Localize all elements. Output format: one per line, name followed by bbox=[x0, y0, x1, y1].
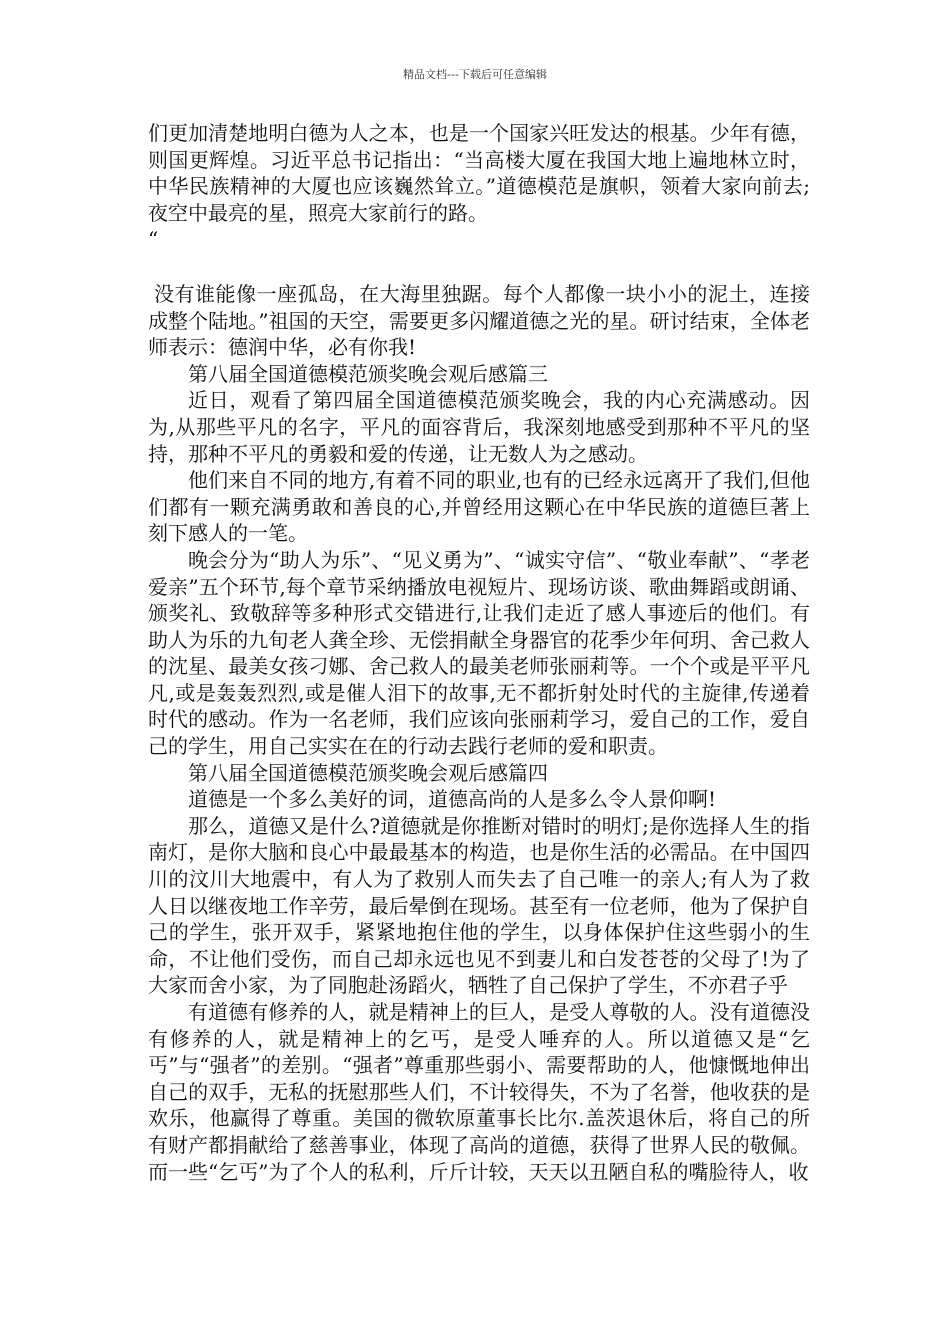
paragraph-island: 没有谁能像一座孤岛，在大海里独踞。每个人都像一块小小的泥土，连接成整个陆地。”祖国的天空，需要更多闪耀道德之光的星。研讨结束，全体老师表示：德润中华，必有你我! bbox=[148, 281, 810, 360]
paragraph-quote-mark: “ bbox=[148, 227, 159, 252]
page-header: 精品文档---下载后可任意编辑 bbox=[403, 68, 547, 81]
section-heading-part-four: 第八届全国道德模范颁奖晚会观后感篇四 bbox=[188, 760, 548, 785]
paragraph: 有道德有修养的人，就是精神上的巨人，是受人尊敬的人。没有道德没有修养的人，就是精神上的乞丐，是受人唾弃的人。所以道德又是“乞丐”与“强者”的差别。“强者”尊重那些弱小、需要帮助的人，他慷慨地伸出自己的双手，无私的抚慰那些人们，不计较得失，不为了名誉，他收获的是欢乐，他赢得了尊重。美国的微软原董事长比尔.盖茨退休后，将自己的所有财产都捐献给了慈善事业，体现了高尚的道德，获得了世界人民的敬佩。而一些“乞丐”为了个人的私利，斤斤计较，天天以丑陋自私的嘴脸待人，收 bbox=[148, 1000, 810, 1184]
blank-line bbox=[148, 253, 810, 281]
paragraph: 晚会分为“助人为乐”、“见义勇为”、“诚实守信”、“敬业奉献”、“孝老爱亲”五个环节,每个章节采纳播放电视短片、现场访谈、歌曲舞蹈或朗诵、颁奖礼、致敬辞等多种形式交错进行,让我们走近了感人事迹后的他们。有助人为乐的九旬老人龚全珍、无偿捐献全身器官的花季少年何玥、舍己救人的沈星、最美女孩刁娜、舍己救人的最美老师张丽莉等。一个个或是平平凡凡,或是轰轰烈烈,或是催人泪下的故事,无不都折射处时代的主旋律,传递着时代的感动。作为一名老师，我们应该向张丽莉学习，爱自己的工作，爱自己的学生，用自己实实在在的行动去践行老师的爱和职责。 bbox=[148, 547, 810, 759]
paragraph-continuation: 们更加清楚地明白德为人之本，也是一个国家兴旺发达的根基。少年有德，则国更辉煌。习近平总书记指出：“当高楼大厦在我国大地上遍地林立时，中华民族精神的大厦也应该巍然耸立。”道德模范是旗帜，领着大家向前去;夜空中最亮的星，照亮大家前行的路。 bbox=[148, 121, 810, 225]
section-heading-part-three: 第八届全国道德模范颁奖晚会观后感篇三 bbox=[188, 361, 548, 386]
paragraph: 他们来自不同的地方,有着不同的职业,也有的已经永远离开了我们,但他们都有一颗充满勇敢和善良的心,并曾经用这颗心在中华民族的道德巨著上刻下感人的一笔。 bbox=[148, 468, 810, 546]
paragraph: 道德是一个多么美好的词，道德高尚的人是多么令人景仰啊! bbox=[188, 787, 717, 812]
document-body bbox=[148, 120, 810, 1185]
paragraph: 近日，观看了第四届全国道德模范颁奖晚会，我的内心充满感动。因为,从那些平凡的名字，平凡的面容背后，我深刻地感受到那种不平凡的坚持，那种不平凡的勇毅和爱的传递，让无数人为之感动。 bbox=[148, 388, 810, 466]
paragraph: 那么，道德又是什么?道德就是你推断对错时的明灯;是你选择人生的指南灯，是你大脑和良心中最最基本的构造，也是你生活的必需品。在中国四川的汶川大地震中，有人为了救别人而失去了自己唯一的亲人;有人为了救人日以继夜地工作辛劳，最后晕倒在现场。甚至有一位老师，他为了保护自己的学生，张开双手，紧紧地抱住他的学生，以身体保护住这些弱小的生命，不让他们受伤，而自己却永远也见不到妻儿和白发苍苍的父母了!为了大家而舍小家，为了同胞赴汤蹈火，牺牲了自己保护了学生，不亦君子乎 bbox=[148, 813, 810, 998]
